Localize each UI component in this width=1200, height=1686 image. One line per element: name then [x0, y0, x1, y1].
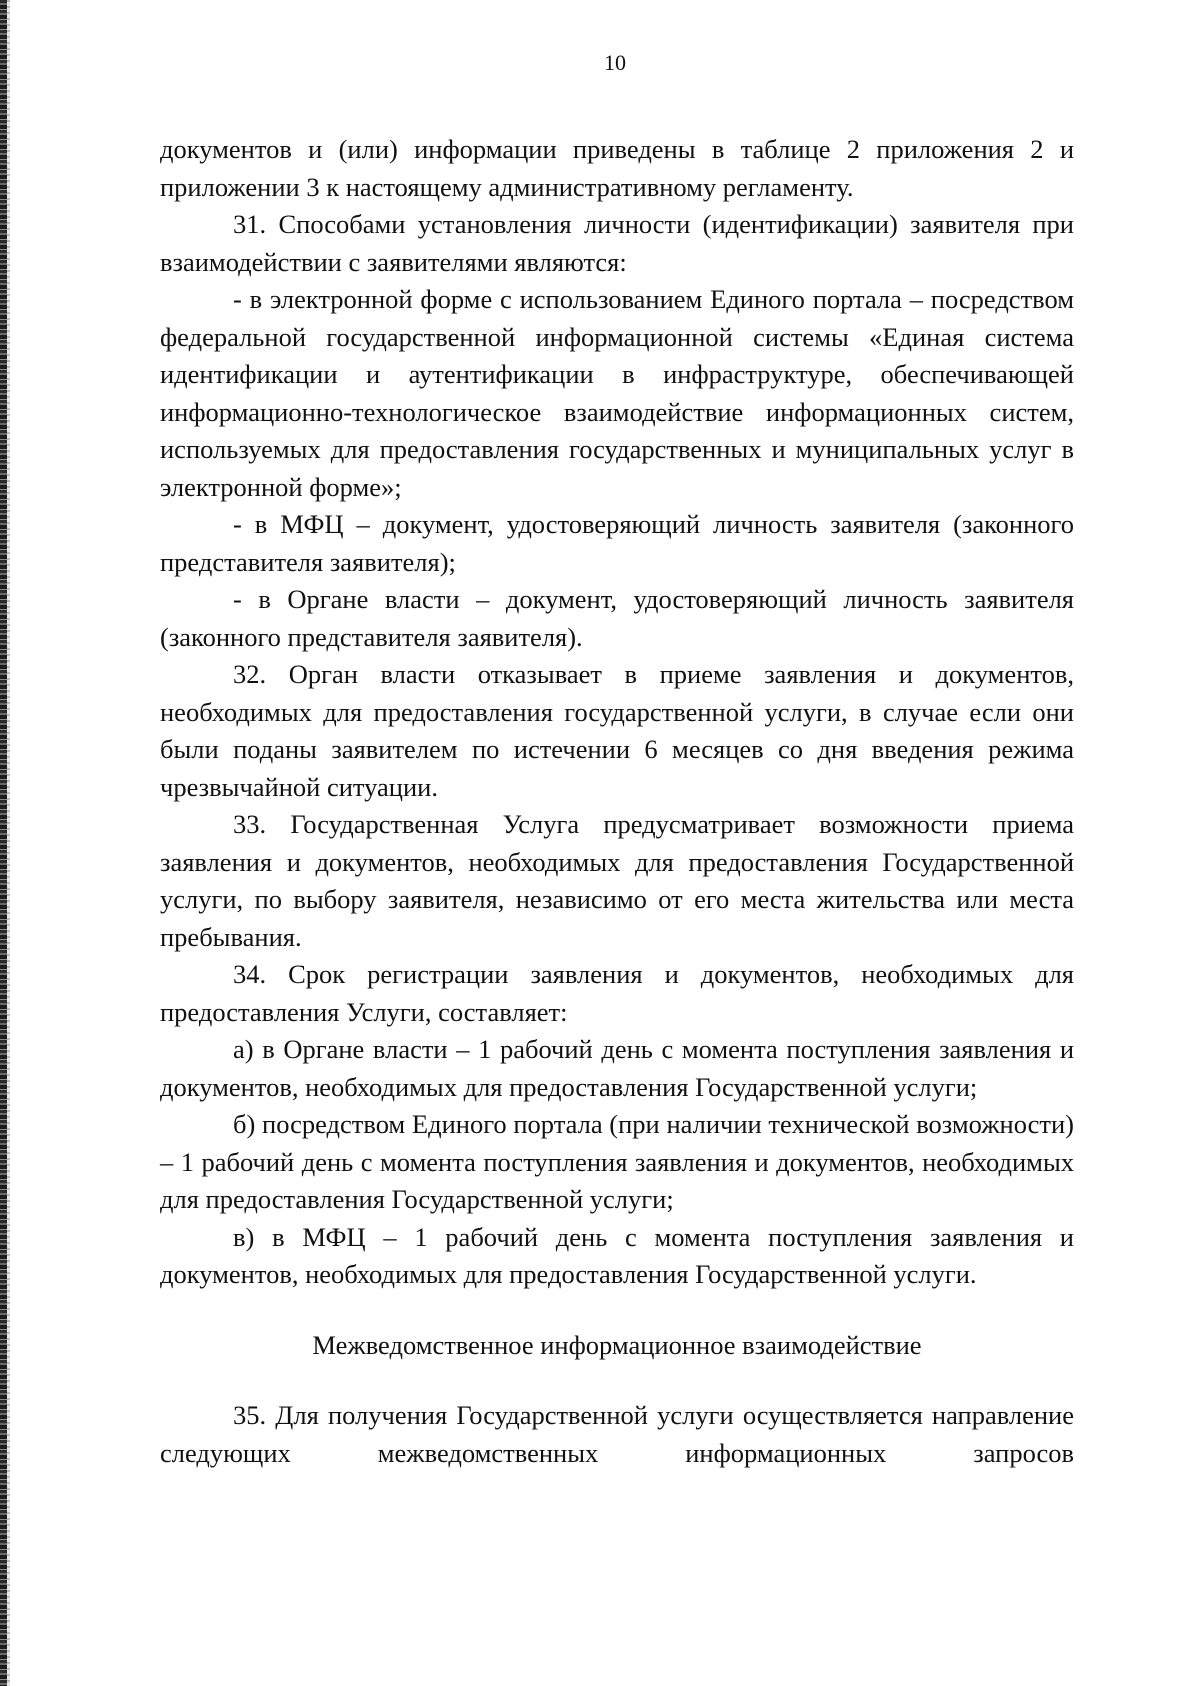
paragraph-35: 35. Для получения Государственной услуги осуществляется направление следующих межведомственных информационных запросов [160, 1400, 1074, 1468]
paragraph-continuation: документов и (или) информации приведены в таблице 2 приложения 2 и приложении 3 к настоящему административному регламенту. [160, 134, 1074, 202]
list-item-authority: - в Органе власти – документ, удостоверяющий личность заявителя (законного представителя заявителя). [160, 584, 1074, 652]
list-item-b: б) посредством Единого портала (при наличии технической возможности) – 1 рабочий день с момента поступления заявления и документов, необходимых для предоставления Государственной услуги; [160, 1109, 1074, 1214]
list-item-c: в) в МФЦ – 1 рабочий день с момента поступления заявления и документов, необходимых для предоставления Государственной услуги. [160, 1221, 1074, 1289]
list-item-a: а) в Органе власти – 1 рабочий день с момента поступления заявления и документов, необходимых для предоставления Государственной услуги; [160, 1034, 1074, 1102]
list-item-mfc: - в МФЦ – документ, удостоверяющий личность заявителя (законного представителя заявителя); [160, 509, 1074, 577]
paragraph-32: 32. Орган власти отказывает в приеме заявления и документов, необходимых для предоставления государственной услуги, в случае если они были поданы заявителем по истечении 6 месяцев со дня введения режима чрезвычайной ситуации. [160, 659, 1074, 802]
scan-edge [0, 0, 7, 1686]
document-body [160, 131, 1074, 1472]
paragraph-31: 31. Способами установления личности (идентификации) заявителя при взаимодействии с заявителями являются: [160, 209, 1074, 277]
scan-edge-shadow [7, 0, 10, 1686]
paragraph-34: 34. Срок регистрации заявления и документов, необходимых для предоставления Услуги, составляет: [160, 959, 1074, 1027]
section-heading: Межведомственное информационное взаимодействие [312, 1329, 922, 1360]
list-item-electronic-form: - в электронной форме с использованием Единого портала – посредством федеральной государственной информационной системы «Единая система идентификации и аутентификации в инфраструктуре, обеспечивающей информационно-технологическое взаимодействие информационных систем, используемых для предоставления государственных и муниципальных услуг в электронной форме»; [160, 284, 1074, 502]
paragraph-33: 33. Государственная Услуга предусматривает возможности приема заявления и документов, необходимых для предоставления Государственной услуги, по выбору заявителя, независимо от его места жительства или места пребывания. [160, 809, 1074, 952]
page-number: 10 [604, 50, 626, 75]
